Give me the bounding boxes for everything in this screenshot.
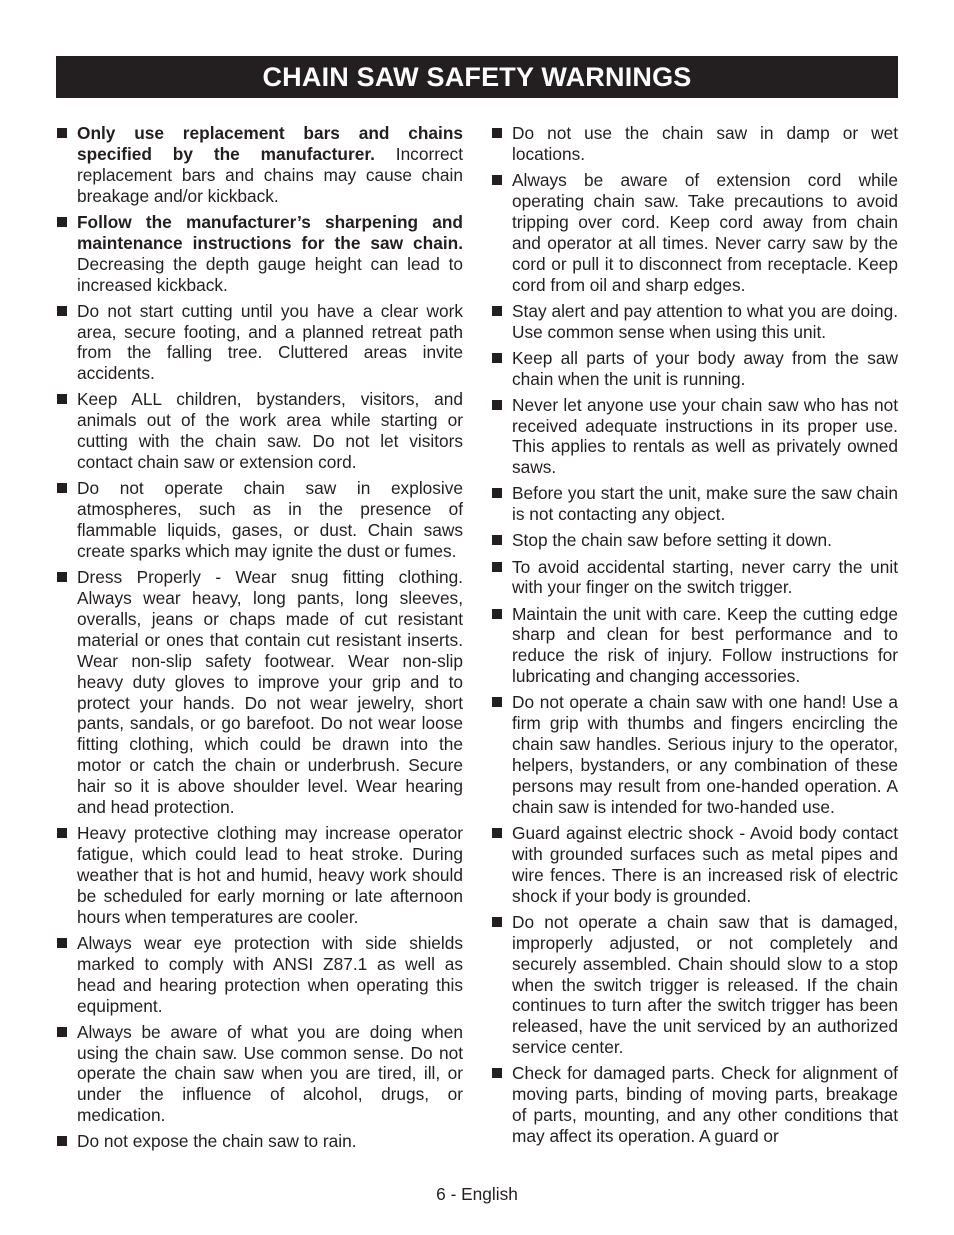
list-item [56,389,463,473]
item-text: Do not expose the chain saw to rain. [77,1131,357,1152]
list-item [491,530,898,551]
list-item [56,1131,463,1152]
square-bullet-icon [492,828,502,838]
item-text: Do not operate a chain saw that is damaged, improperly adjusted, or not completely and securely assembled. Chain should slow to a stop when the switch trigger is released. If the chain continues to turn after the switch trigger has been released, have the unit serviced by an authorized service center. [512,911,898,1058]
square-bullet-icon [492,917,502,927]
list-item [491,1063,898,1147]
item-bold: Only use replacement bars and chains specified by the manufacturer. [77,123,463,164]
item-text: Maintain the unit with care. Keep the cutting edge sharp and clean for best performance and to reduce the risk of injury. Follow instructions for lubricating and changing accessories. [512,603,898,687]
square-bullet-icon [492,400,502,410]
list-item [491,912,898,1058]
list-item [491,301,898,343]
item-text: Do not use the chain saw in damp or wet locations. [512,123,898,164]
item-text: Stop the chain saw before setting it down. [512,530,832,551]
list-item [491,483,898,525]
item-text: Always be aware of extension cord while operating chain saw. Take precautions to avoid tripping over cord. Keep cord away from chain and operator at all times. Never carry saw by the cord or pull it to disconnect from receptacle. Keep cord from oil and sharp edges. [512,170,898,295]
list-item [491,557,898,599]
square-bullet-icon [57,1136,67,1146]
list-item [56,212,463,296]
item-text: Do not operate chain saw in explosive atmospheres, such as in the presence of flammable liquids, gases, or dust. Chain saws create sparks which may ignite the dust or fumes. [77,478,463,561]
item-text: Stay alert and pay attention to what you are doing. Use common sense when using this unit. [512,300,898,342]
item-text: Decreasing the depth gauge height can lead to increased kickback. [77,253,463,295]
item-text: Keep all parts of your body away from the saw chain when the unit is running. [512,347,898,389]
item-text: Do not start cutting until you have a clear work area, secure footing, and a planned retreat path from the falling tree. Cluttered areas invite accidents. [77,300,463,384]
list-item [491,348,898,390]
list-item [56,123,463,207]
list-item [491,170,898,295]
item-text: Always be aware of what you are doing when using the chain saw. Use common sense. Do not operate the chain saw when you are tired, ill, or under the influence of alcohol, drugs, or medication. [77,1021,463,1126]
square-bullet-icon [57,217,67,227]
item-text: Incorrect replacement bars and chains may cause chain breakage and/or kickback. [77,143,464,206]
square-bullet-icon [57,306,67,316]
item-text: Check for damaged parts. Check for alignment of moving parts, binding of moving parts, breakage of parts, mounting, and any other conditions that may affect its operation. A guard or [512,1063,898,1147]
list-item [56,301,463,385]
list-item [491,395,898,479]
page-title: CHAIN SAW SAFETY WARNINGS [56,56,898,98]
square-bullet-icon [57,938,67,948]
list-item [491,823,898,907]
square-bullet-icon [492,697,502,707]
item-text: Never let anyone use your chain saw who has not received adequate instructions in its proper use. This applies to rentals as well as privately owned saws. [512,394,898,478]
list-item [56,478,463,562]
list-item [56,1022,463,1127]
square-bullet-icon [57,572,67,582]
page-footer: 6 - English [436,1184,518,1204]
item-text: Heavy protective clothing may increase operator fatigue, which could lead to heat stroke. During weather that is hot and humid, heavy work should be scheduled for early morning or late afternoon hours when temperatures are cooler. [77,823,463,927]
list-item [56,933,463,1017]
list-item [491,604,898,688]
square-bullet-icon [492,175,502,185]
item-text: Do not operate a chain saw with one hand! Use a firm grip with thumbs and fingers encircling the chain saw handles. Serious injury to the operator, helpers, bystanders, or any combination of these persons may result from one-handed operation. A chain saw is intended for two-handed use. [512,692,898,817]
item-text: To avoid accidental starting, never carry the unit with your finger on the switch trigger. [512,556,898,598]
item-text: Always wear eye protection with side shields marked to comply with ANSI Z87.1 as well as head and hearing protection when operating this equipment. [77,932,463,1016]
square-bullet-icon [492,609,502,619]
item-text: Keep ALL children, bystanders, visitors, and animals out of the work area while starting or cutting with the chain saw. Do not let visitors contact chain saw or extension cord. [77,389,463,473]
item-text: Dress Properly - Wear snug fitting clothing. Always wear heavy, long pants, long sleeves, overalls, jeans or chaps made of cut resistant material or ones that contain cut resistant inserts. Wear non-slip safety footwear. Wear non-slip heavy duty gloves to improve your grip and to protect your hands. Do not wear jewelry, short pants, sandals, or go barefoot. Do not wear loose fitting clothing, which could be drawn into the motor or catch the chain or underbrush. Secure hair so it is above shoulder level. Wear hearing and head protection. [77,567,463,818]
square-bullet-icon [57,128,67,138]
list-item [56,567,463,818]
square-bullet-icon [492,562,502,572]
square-bullet-icon [492,353,502,363]
item-text: Before you start the unit, make sure the saw chain is not contacting any object. [512,483,898,525]
square-bullet-icon [492,488,502,498]
left-column [56,123,463,1157]
square-bullet-icon [492,128,502,138]
list-item [491,123,898,165]
square-bullet-icon [57,1027,67,1037]
square-bullet-icon [492,306,502,316]
list-item [56,823,463,928]
square-bullet-icon [492,1068,502,1078]
square-bullet-icon [57,483,67,493]
square-bullet-icon [57,394,67,404]
square-bullet-icon [57,828,67,838]
item-bold: Follow the manufacturer’s sharpening and maintenance instructions for the saw chain. [77,211,463,253]
list-item [491,692,898,817]
square-bullet-icon [492,535,502,545]
right-column [491,123,898,1152]
item-text: Guard against electric shock - Avoid body contact with grounded surfaces such as metal pipes and wire fences. There is an increased risk of electric shock if your body is grounded. [512,822,898,906]
